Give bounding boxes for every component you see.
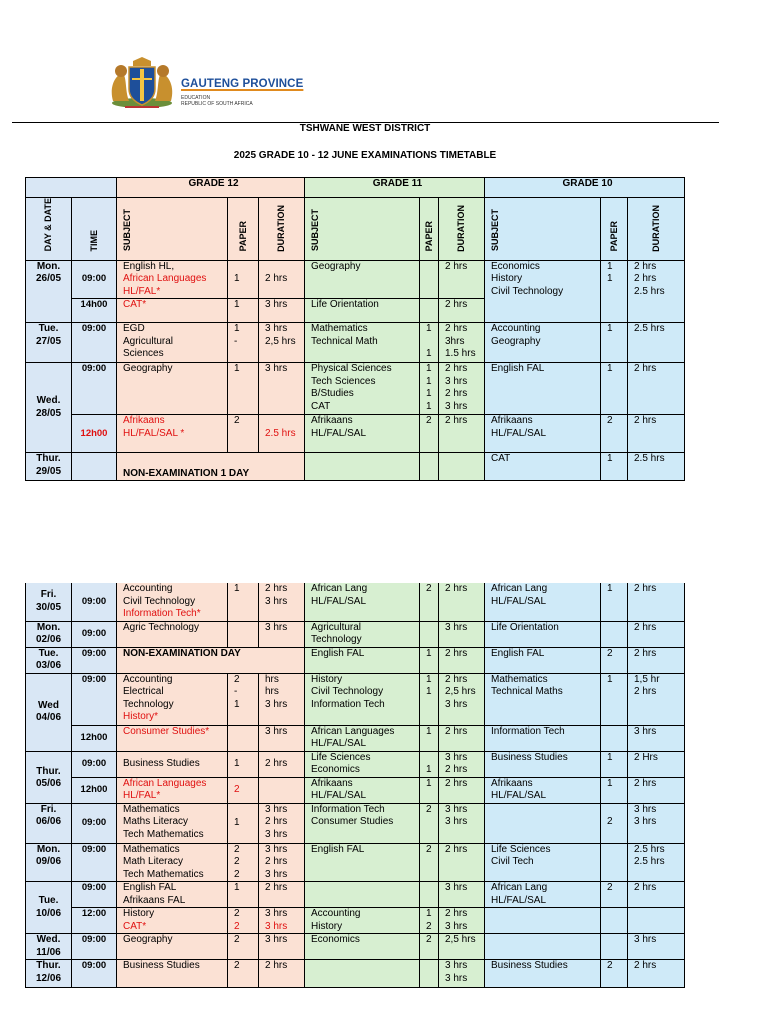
g10-subject: Mathematics Technical Maths xyxy=(485,673,601,725)
g11-subject xyxy=(305,960,420,988)
g11-paper xyxy=(420,960,439,988)
g11-subject: Afrikaans HL/FAL/SAL xyxy=(305,415,420,453)
time-cell: 09:00 xyxy=(72,621,117,647)
day-cell: Fri. 30/05 xyxy=(26,583,72,621)
g12-duration: 2 hrs xyxy=(259,260,305,299)
table-row xyxy=(26,583,685,621)
g11-duration: 2 hrs xyxy=(439,843,485,882)
time-cell: 09:00 xyxy=(72,323,117,363)
table-row xyxy=(26,453,685,481)
g10-duration: 2.5 hrs xyxy=(628,453,685,481)
g10-paper xyxy=(601,843,628,882)
time-cell: 09:00 xyxy=(72,934,117,960)
non-examination-note: NON-EXAMINATION 1 DAY xyxy=(117,453,305,481)
brand-country: REPUBLIC OF SOUTH AFRICA xyxy=(181,101,253,107)
g12-paper: 1 xyxy=(228,803,259,843)
g11-duration: 2,5 hrs xyxy=(439,934,485,960)
table-row xyxy=(26,803,685,843)
g12-duration: 3 hrs xyxy=(259,621,305,647)
g10-subject: Life Sciences Civil Tech xyxy=(485,843,601,882)
district-title: TSHWANE WEST DISTRICT xyxy=(299,123,431,134)
g11-subject: Life Sciences Economics xyxy=(305,751,420,777)
g11-duration: 2 hrs xyxy=(439,725,485,751)
g11-duration: 2 hrs xyxy=(439,647,485,673)
g10-subject: Life Orientation xyxy=(485,621,601,647)
g11-paper: 2 xyxy=(420,803,439,843)
g10-paper: 1 xyxy=(601,751,628,777)
day-cell: Thur. 29/05 xyxy=(26,453,72,481)
time-cell: 09:00 xyxy=(72,363,117,415)
day-cell: Thur. 12/06 xyxy=(26,960,72,988)
g12-paper: 1 - xyxy=(228,323,259,363)
g10-duration: 2 hrs xyxy=(628,647,685,673)
time-cell: 12h00 xyxy=(72,777,117,803)
g12-paper: 2 xyxy=(228,960,259,988)
g11-duration: 2 hrs 3hrs 1.5 hrs xyxy=(439,323,485,363)
g10-duration xyxy=(628,908,685,934)
table-row xyxy=(26,960,685,988)
g12-subject: English FAL Afrikaans FAL xyxy=(117,882,228,908)
g10-duration: 3 hrs xyxy=(628,934,685,960)
g12-subject: Geography xyxy=(117,934,228,960)
table-row xyxy=(26,751,685,777)
g10-duration: 2 hrs xyxy=(628,415,685,453)
table-row xyxy=(26,363,685,415)
g12-paper: 1 xyxy=(228,751,259,777)
g10-paper: 1 xyxy=(601,777,628,803)
g10-paper: 1 xyxy=(601,363,628,415)
g12-duration: 2 hrs xyxy=(259,882,305,908)
day-cell: Fri. 06/06 xyxy=(26,803,72,843)
timetable-part-1 xyxy=(25,177,685,481)
g10-paper xyxy=(601,934,628,960)
g12-paper: 2 xyxy=(228,777,259,803)
time-cell xyxy=(72,453,117,481)
g12-paper: 1 xyxy=(228,583,259,621)
grade10-header: GRADE 10 xyxy=(485,178,685,198)
g11-duration: 3 hrs 2 hrs xyxy=(439,751,485,777)
table-row xyxy=(26,908,685,934)
day-date-column-header: DAY & DATE xyxy=(26,198,72,261)
time-cell: 09:00 xyxy=(72,882,117,908)
g10-subject xyxy=(485,934,601,960)
g11-duration: 2 hrs xyxy=(439,777,485,803)
g11-paper: 2 xyxy=(420,415,439,453)
g10-duration: 2 hrs xyxy=(628,882,685,908)
gauteng-logo xyxy=(105,57,305,113)
day-cell: Wed 04/06 xyxy=(26,673,72,751)
g12-paper: 1 xyxy=(228,363,259,415)
g10-duration: 2 hrs xyxy=(628,777,685,803)
table-row xyxy=(26,673,685,725)
time-cell: 12h00 xyxy=(72,725,117,751)
g10-subject: African Lang HL/FAL/SAL xyxy=(485,583,601,621)
g12-duration: 3 hrs xyxy=(259,725,305,751)
g11-duration: 2 hrs xyxy=(439,299,485,323)
g11-subject: Mathematics Technical Math xyxy=(305,323,420,363)
g12-paper-header: PAPER xyxy=(228,198,259,261)
g10-duration: 2 hrs xyxy=(628,960,685,988)
g11-subject-header: SUBJECT xyxy=(305,198,420,261)
g12-duration: 2 hrs xyxy=(259,751,305,777)
g12-paper: 1 xyxy=(228,882,259,908)
g11-paper xyxy=(420,882,439,908)
g11-duration: 3 hrs xyxy=(439,621,485,647)
table-row xyxy=(26,621,685,647)
g12-paper xyxy=(228,725,259,751)
g12-duration: 3 hrs xyxy=(259,934,305,960)
time-cell: 12:00 xyxy=(72,908,117,934)
time-cell: 12h00 xyxy=(72,415,117,453)
g12-paper: 1 xyxy=(228,260,259,299)
day-cell: Mon. 26/05 xyxy=(26,260,72,323)
g11-paper: 1 1 1 1 xyxy=(420,363,439,415)
g12-duration: 2.5 hrs xyxy=(259,415,305,453)
g12-duration: 3 hrs 3 hrs xyxy=(259,908,305,934)
g11-subject: Afrikaans HL/FAL/SAL xyxy=(305,777,420,803)
time-cell: 09:00 xyxy=(72,751,117,777)
g11-subject: African Languages HL/FAL/SAL xyxy=(305,725,420,751)
g11-paper: 1 xyxy=(420,725,439,751)
table-row xyxy=(26,843,685,882)
time-cell: 09:00 xyxy=(72,803,117,843)
g11-subject: Physical Sciences Tech Sciences B/Studies CAT xyxy=(305,363,420,415)
g12-subject: Business Studies xyxy=(117,960,228,988)
g12-duration: 3 hrs 2 hrs 3 hrs xyxy=(259,803,305,843)
g10-subject-header: SUBJECT xyxy=(485,198,601,261)
g12-subject: Mathematics Maths Literacy Tech Mathematics xyxy=(117,803,228,843)
g10-subject: Accounting Geography xyxy=(485,323,601,363)
g11-subject: Information Tech Consumer Studies xyxy=(305,803,420,843)
g12-duration: 2 hrs xyxy=(259,960,305,988)
g11-subject: Geography xyxy=(305,260,420,299)
g11-subject: English FAL xyxy=(305,647,420,673)
g12-paper: 2 2 2 xyxy=(228,843,259,882)
g12-duration: 2 hrs 3 hrs xyxy=(259,583,305,621)
timetable-part-2 xyxy=(25,583,685,988)
g10-paper: 2 xyxy=(601,803,628,843)
g11-subject: Agricultural Technology xyxy=(305,621,420,647)
g11-paper xyxy=(420,260,439,299)
g11-paper: 1 xyxy=(420,647,439,673)
g12-duration: hrs hrs 3 hrs xyxy=(259,673,305,725)
g10-subject xyxy=(485,908,601,934)
g12-subject: Accounting Electrical Technology History* xyxy=(117,673,228,725)
g11-paper xyxy=(420,621,439,647)
g11-subject xyxy=(305,882,420,908)
document-title: 2025 GRADE 10 - 12 JUNE EXAMINATIONS TIMETABLE xyxy=(233,150,497,161)
g10-subject xyxy=(485,803,601,843)
g11-subject: Life Orientation xyxy=(305,299,420,323)
grade12-header: GRADE 12 xyxy=(117,178,305,198)
time-cell: 09:00 xyxy=(72,843,117,882)
time-column-header: TIME xyxy=(72,198,117,261)
g11-subject: Economics xyxy=(305,934,420,960)
g12-subject: English HL, African Languages HL/FAL* xyxy=(117,260,228,299)
g10-paper-header: PAPER xyxy=(601,198,628,261)
table-row xyxy=(26,725,685,751)
g11-paper xyxy=(420,299,439,323)
g10-paper: 2 xyxy=(601,415,628,453)
day-cell: Mon. 02/06 xyxy=(26,621,72,647)
g10-subject: Afrikaans HL/FAL/SAL xyxy=(485,777,601,803)
g11-duration-header: DURATION xyxy=(439,198,485,261)
g10-paper: 1 xyxy=(601,583,628,621)
g11-paper: 1 1 xyxy=(420,323,439,363)
g11-duration: 2 hrs xyxy=(439,415,485,453)
coat-of-arms-icon xyxy=(105,57,179,113)
grade11-header: GRADE 11 xyxy=(305,178,485,198)
day-cell: Thur. 05/06 xyxy=(26,751,72,803)
g10-paper: 2 xyxy=(601,882,628,908)
g11-duration: 3 hrs 3 hrs xyxy=(439,960,485,988)
g12-duration: 3 hrs 2 hrs 3 hrs xyxy=(259,843,305,882)
time-cell: 14h00 xyxy=(72,299,117,323)
g10-duration: 2 Hrs xyxy=(628,751,685,777)
g11-paper: 1 2 xyxy=(420,908,439,934)
g12-subject: History CAT* xyxy=(117,908,228,934)
g11-subject: History Civil Technology Information Tech xyxy=(305,673,420,725)
g12-duration xyxy=(259,777,305,803)
g11-duration: 2 hrs 2,5 hrs 3 hrs xyxy=(439,673,485,725)
g10-duration: 2.5 hrs xyxy=(628,323,685,363)
g12-subject: Consumer Studies* xyxy=(117,725,228,751)
g12-subject: EGD Agricultural Sciences xyxy=(117,323,228,363)
g10-subject: Afrikaans HL/FAL/SAL xyxy=(485,415,601,453)
g11-duration: 3 hrs 3 hrs xyxy=(439,803,485,843)
g12-paper: 2 - 1 xyxy=(228,673,259,725)
day-cell: Tue. 10/06 xyxy=(26,882,72,934)
g10-subject: English FAL xyxy=(485,363,601,415)
table-row xyxy=(26,323,685,363)
time-cell: 09:00 xyxy=(72,260,117,299)
g10-paper: 2 xyxy=(601,960,628,988)
g10-subject: Information Tech xyxy=(485,725,601,751)
g12-subject: Geography xyxy=(117,363,228,415)
g11-subject: Accounting History xyxy=(305,908,420,934)
g10-duration: 2.5 hrs 2.5 hrs xyxy=(628,843,685,882)
g11-subject: African Lang HL/FAL/SAL xyxy=(305,583,420,621)
table-row xyxy=(26,415,685,453)
g10-subject: Business Studies xyxy=(485,960,601,988)
g10-duration-header: DURATION xyxy=(628,198,685,261)
g12-paper: 2 xyxy=(228,934,259,960)
g12-duration: 3 hrs xyxy=(259,299,305,323)
g10-paper: 1 xyxy=(601,323,628,363)
g12-paper: 2 xyxy=(228,415,259,453)
g10-duration: 2 hrs xyxy=(628,583,685,621)
g12-subject-header: SUBJECT xyxy=(117,198,228,261)
g11-duration: 2 hrs 3 hrs xyxy=(439,908,485,934)
day-cell: Wed. 11/06 xyxy=(26,934,72,960)
g11-duration: 3 hrs xyxy=(439,882,485,908)
day-cell: Tue. 03/06 xyxy=(26,647,72,673)
g12-paper: 1 xyxy=(228,299,259,323)
g12-subject: Mathematics Math Literacy Tech Mathematics xyxy=(117,843,228,882)
g10-duration: 2 hrs 2 hrs 2.5 hrs xyxy=(628,260,685,323)
g12-subject: Business Studies xyxy=(117,751,228,777)
g10-paper: 1 1 xyxy=(601,260,628,323)
blank-header xyxy=(26,178,117,198)
g11-paper: 1 xyxy=(420,777,439,803)
g10-paper xyxy=(601,621,628,647)
g12-paper: 2 2 xyxy=(228,908,259,934)
g10-duration: 2 hrs xyxy=(628,621,685,647)
g11-paper: 2 xyxy=(420,583,439,621)
g10-subject: African Lang HL/FAL/SAL xyxy=(485,882,601,908)
brand-subtitle: EDUCATION xyxy=(181,95,211,101)
g12-duration: 3 hrs xyxy=(259,363,305,415)
g11-paper xyxy=(420,453,439,481)
brand-name: GAUTENG PROVINCE xyxy=(181,78,304,90)
g11-duration xyxy=(439,453,485,481)
g11-duration: 2 hrs xyxy=(439,260,485,299)
g11-subject xyxy=(305,453,420,481)
g12-subject: CAT* xyxy=(117,299,228,323)
g10-paper: 2 xyxy=(601,647,628,673)
time-cell: 09:00 xyxy=(72,647,117,673)
g12-subject: Agric Technology xyxy=(117,621,228,647)
g10-subject: Economics History Civil Technology xyxy=(485,260,601,323)
g11-subject: English FAL xyxy=(305,843,420,882)
day-cell: Wed. 28/05 xyxy=(26,363,72,453)
g10-duration: 2 hrs xyxy=(628,363,685,415)
g10-paper: 1 xyxy=(601,673,628,725)
g10-paper xyxy=(601,725,628,751)
table-row xyxy=(26,777,685,803)
g12-subject: Accounting Civil Technology Information Tech* xyxy=(117,583,228,621)
g11-paper: 2 xyxy=(420,934,439,960)
day-cell: Tue. 27/05 xyxy=(26,323,72,363)
table-row xyxy=(26,934,685,960)
g10-subject: English FAL xyxy=(485,647,601,673)
g12-subject: African Languages HL/FAL* xyxy=(117,777,228,803)
table-row xyxy=(26,260,685,299)
g12-duration-header: DURATION xyxy=(259,198,305,261)
g10-paper: 1 xyxy=(601,453,628,481)
g12-duration: 3 hrs 2,5 hrs xyxy=(259,323,305,363)
g11-paper: 1 xyxy=(420,751,439,777)
g12-paper xyxy=(228,621,259,647)
time-cell: 09:00 xyxy=(72,673,117,725)
g10-subject: Business Studies xyxy=(485,751,601,777)
g10-subject: CAT xyxy=(485,453,601,481)
g11-paper: 1 1 xyxy=(420,673,439,725)
g10-duration: 3 hrs 3 hrs xyxy=(628,803,685,843)
day-cell: Mon. 09/06 xyxy=(26,843,72,882)
non-examination-note: NON-EXAMINATION DAY xyxy=(117,647,305,673)
g11-paper-header: PAPER xyxy=(420,198,439,261)
table-row xyxy=(26,647,685,673)
g12-subject: Afrikaans HL/FAL/SAL * xyxy=(117,415,228,453)
g10-duration: 3 hrs xyxy=(628,725,685,751)
time-cell: 09:00 xyxy=(72,960,117,988)
g10-paper xyxy=(601,908,628,934)
g11-duration: 2 hrs 3 hrs 2 hrs 3 hrs xyxy=(439,363,485,415)
table-row xyxy=(26,882,685,908)
g11-paper: 2 xyxy=(420,843,439,882)
time-cell: 09:00 xyxy=(72,583,117,621)
g11-duration: 2 hrs xyxy=(439,583,485,621)
g10-duration: 1,5 hr 2 hrs xyxy=(628,673,685,725)
